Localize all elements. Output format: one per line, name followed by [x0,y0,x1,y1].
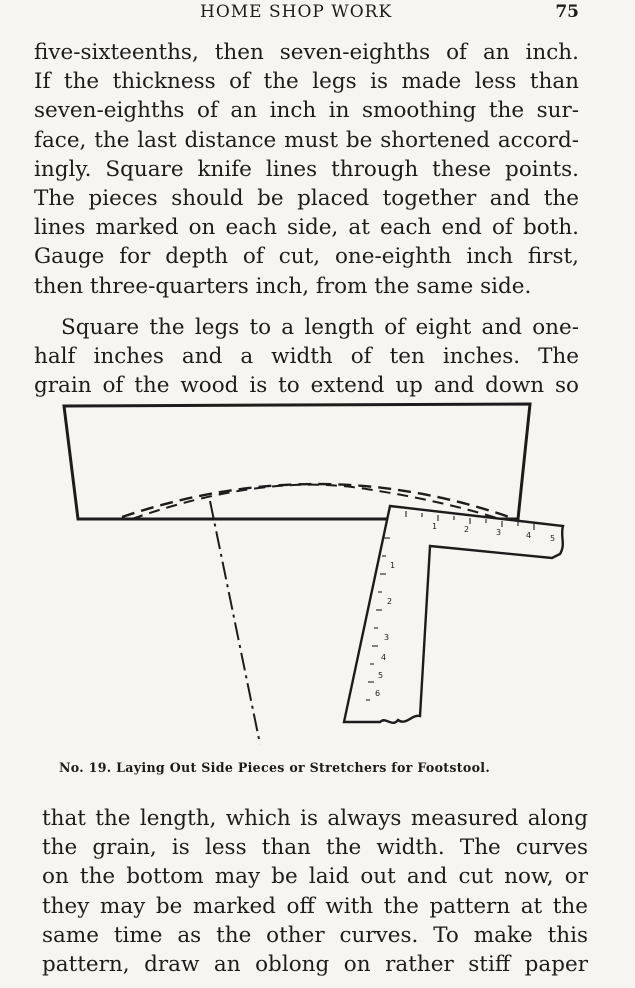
text-line: they may be marked off with the pattern at the [42,893,588,919]
text-line: lines marked on each side, at each end of both. [34,215,579,241]
running-head: HOME SHOP WORK [200,2,393,22]
paragraph-1 [34,38,579,301]
center-line [210,501,260,744]
ruler-number: 5 [550,534,556,543]
ruler-number: 4 [381,653,387,662]
ruler-number: 6 [375,689,381,698]
text-line: If the thickness of the legs is made less than [34,69,579,95]
paragraph-3 [42,804,588,979]
text-line: The pieces should be placed together and the [34,186,579,212]
ruler-number: 1 [432,522,438,531]
text-line: that the length, which is always measured along [42,806,588,831]
text-line: on the bottom may be laid out and cut now, or [42,864,588,890]
ruler-number: 5 [378,671,384,680]
text-line: Gauge for depth of cut, one-eighth inch first, [34,244,579,270]
page-number: 75 [555,2,579,22]
text-line: seven-eighths of an inch in smoothing the sur- [34,98,579,124]
text-line: the grain, is less than the width. The curves [42,835,588,861]
text-line: then three-quarters inch, from the same side. [34,273,532,299]
paragraph-2 [34,313,579,401]
text-line: five-sixteenths, then seven-eighths of an inch. [34,40,579,65]
page-header [0,2,635,26]
text-line: Square the legs to a length of eight and one- [61,315,579,340]
ruler-number: 1 [390,561,396,570]
text-line: same time as the other curves. To make this [42,922,588,948]
ruler-number: 4 [526,531,532,540]
text-line: face, the last distance must be shortened accord- [34,127,579,153]
text-line: half inches and a width of ten inches. The [34,344,579,370]
figure-caption: No. 19. Laying Out Side Pieces or Stretchers for Footstool. [59,760,491,775]
text-line: ingly. Square knife lines through these points. [34,156,579,182]
text-line: grain of the wood is to extend up and down so [34,373,579,399]
ruler-number: 3 [384,633,390,642]
ruler-number: 2 [464,525,470,534]
ruler-number: 2 [387,597,393,606]
figure-illustration [60,398,580,750]
text-line: pattern, draw an oblong on rather stiff paper [42,952,588,978]
ruler-number: 3 [496,528,502,537]
